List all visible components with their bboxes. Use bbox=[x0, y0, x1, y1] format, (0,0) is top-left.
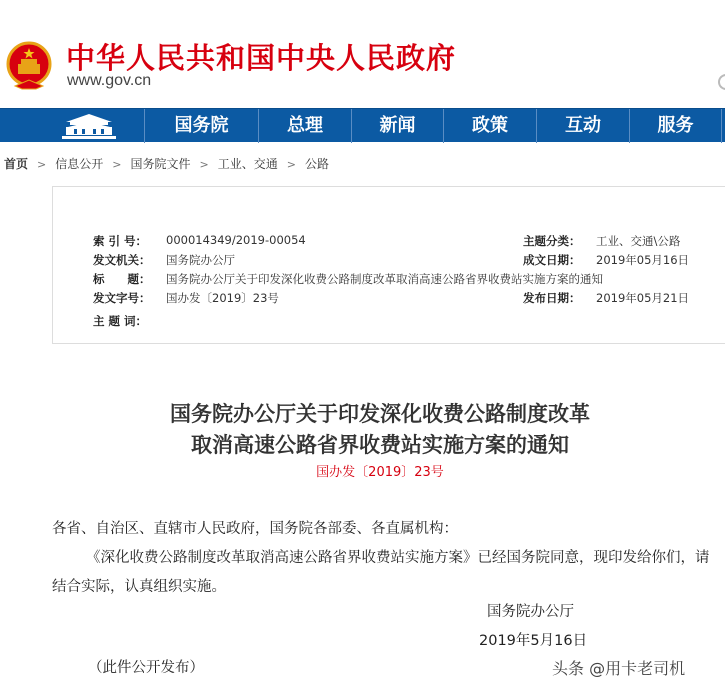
doc-number-value: 国办发〔2019〕23号 bbox=[166, 291, 279, 305]
category-label: 主题分类： bbox=[523, 234, 581, 248]
main-nav bbox=[0, 108, 725, 142]
document-metadata-table bbox=[52, 186, 725, 344]
chevron-right-icon: > bbox=[286, 158, 296, 171]
breadcrumb-item[interactable]: 工业、交通 bbox=[217, 157, 278, 171]
document-body bbox=[52, 515, 712, 602]
document-number: 国办发〔2019〕23号 bbox=[316, 465, 444, 480]
title-label: 标 题： bbox=[93, 272, 151, 286]
site-title[interactable]: 中华人民共和国中央人民政府 bbox=[66, 41, 457, 75]
breadcrumb-home[interactable]: 首页 bbox=[4, 157, 29, 171]
watermark-text: 头条 @用卡老司机 bbox=[552, 659, 686, 678]
doc-number-label: 发文字号： bbox=[93, 291, 151, 305]
index-value: 000014349/2019-00054 bbox=[166, 233, 306, 247]
publication-note: （此件公开发布） bbox=[88, 660, 204, 676]
nav-item-policy[interactable]: 政策 bbox=[443, 109, 536, 143]
issuer-label: 发文机关： bbox=[93, 253, 151, 267]
created-date-label: 成文日期： bbox=[523, 253, 581, 267]
nav-item-interaction[interactable]: 互动 bbox=[536, 109, 629, 143]
nav-item-services[interactable]: 服务 bbox=[629, 109, 722, 143]
national-emblem-icon[interactable] bbox=[6, 40, 52, 90]
chevron-right-icon: > bbox=[112, 158, 122, 171]
document-title-line: 国务院办公厅关于印发深化收费公路制度改革 bbox=[170, 401, 590, 426]
nav-item-premier[interactable]: 总理 bbox=[258, 109, 351, 143]
salutation: 各省、自治区、直辖市人民政府，国务院各部委、各直属机构： bbox=[52, 521, 458, 537]
breadcrumb bbox=[0, 155, 725, 177]
breadcrumb-item[interactable]: 信息公开 bbox=[55, 157, 104, 171]
document-title-line: 取消高速公路省界收费站实施方案的通知 bbox=[191, 432, 569, 457]
issuer-value: 国务院办公厅 bbox=[166, 253, 235, 267]
chevron-right-icon: > bbox=[199, 158, 209, 171]
watermark bbox=[552, 656, 685, 679]
site-header bbox=[0, 0, 725, 108]
tiananmen-icon[interactable] bbox=[58, 110, 120, 142]
keywords-label: 主 题 词： bbox=[93, 314, 148, 328]
title-value: 国务院办公厅关于印发深化收费公路制度改革取消高速公路省界收费站实施方案的通知 bbox=[166, 272, 603, 286]
index-label: 索 引 号： bbox=[93, 234, 148, 248]
document-title bbox=[0, 398, 725, 460]
chevron-right-icon: > bbox=[37, 158, 47, 171]
published-date-label: 发布日期： bbox=[523, 291, 581, 305]
nav-item-state-council[interactable]: 国务院 bbox=[144, 109, 258, 143]
created-date-value: 2019年05月16日 bbox=[596, 253, 690, 267]
signature-date: 2019年5月16日 bbox=[479, 633, 588, 649]
category-value: 工业、交通\公路 bbox=[596, 234, 681, 248]
scroll-edge-icon bbox=[718, 74, 725, 90]
nav-item-news[interactable]: 新闻 bbox=[351, 109, 443, 143]
breadcrumb-item[interactable]: 公路 bbox=[304, 157, 329, 171]
site-url[interactable]: www.gov.cn bbox=[67, 72, 152, 89]
breadcrumb-item[interactable]: 国务院文件 bbox=[130, 157, 191, 171]
body-paragraph: 《深化收费公路制度改革取消高速公路省界收费站实施方案》已经国务院同意，现印发给你们，请结合实际，认真组织实施。 bbox=[52, 550, 710, 595]
signature-org: 国务院办公厅 bbox=[487, 604, 574, 620]
published-date-value: 2019年05月21日 bbox=[596, 291, 690, 305]
